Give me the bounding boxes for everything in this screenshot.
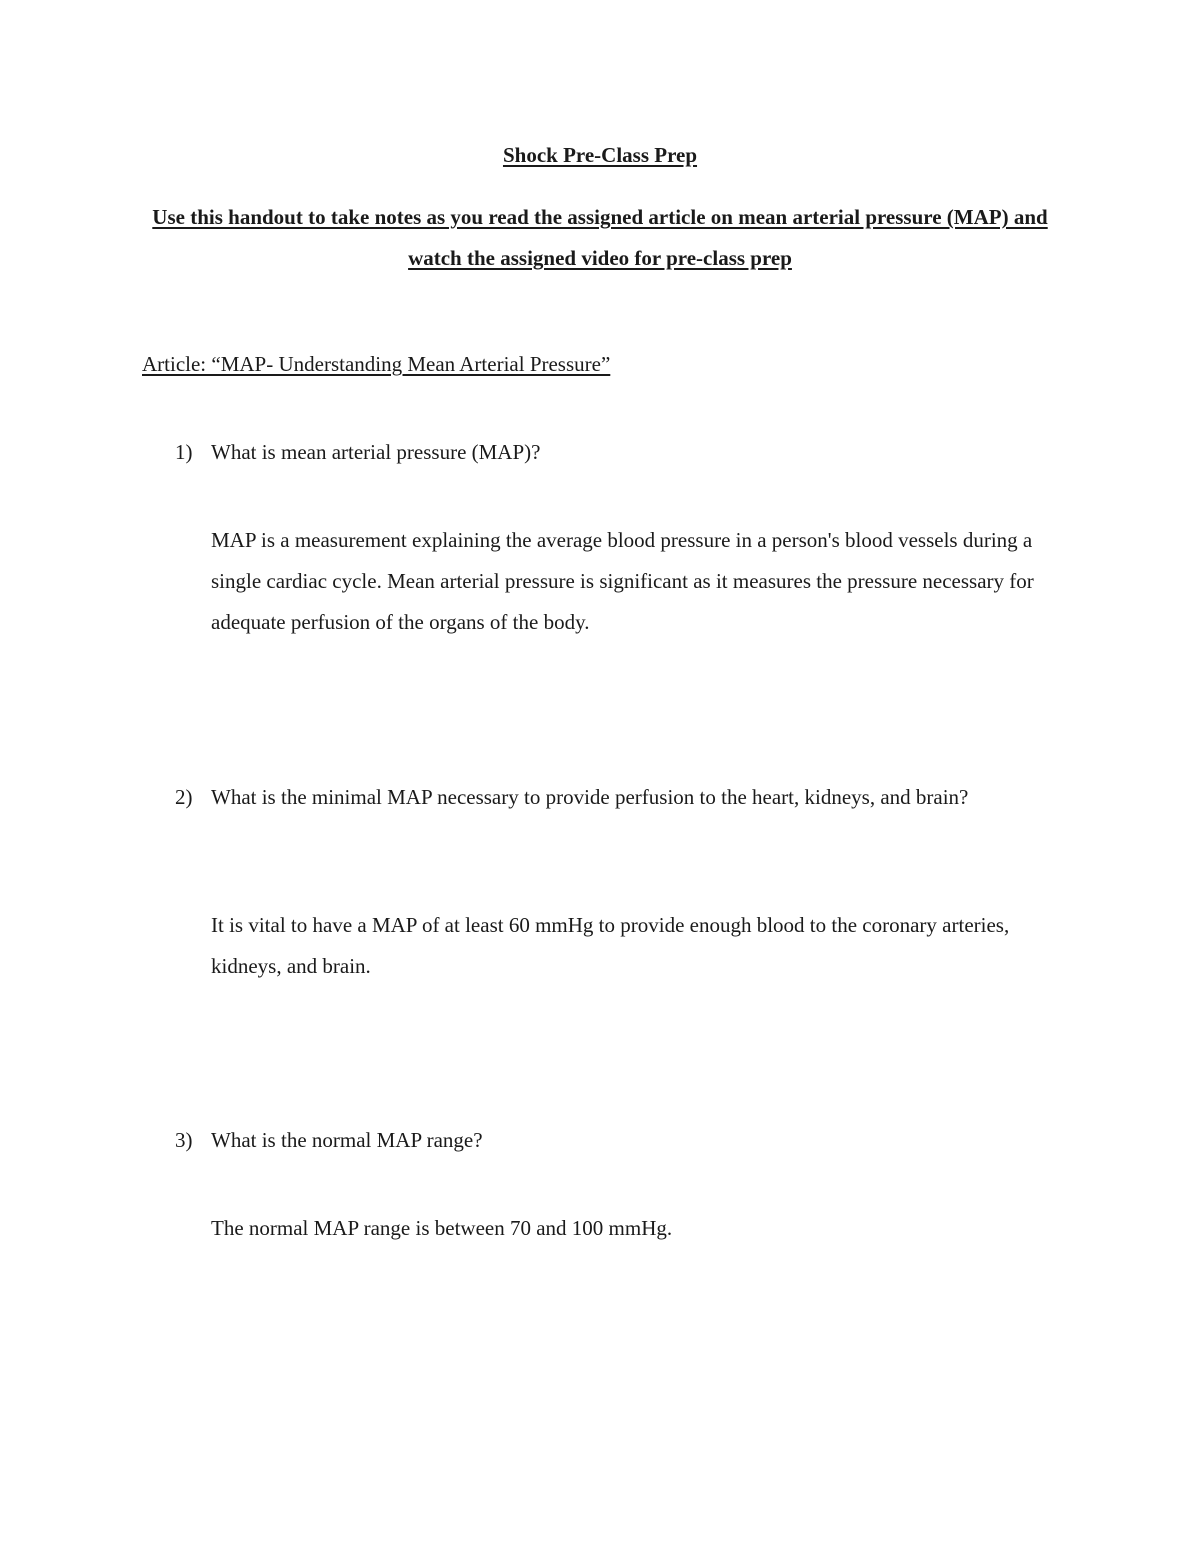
question-3-text: What is the normal MAP range? — [211, 1128, 483, 1152]
question-2-number: 2) — [175, 785, 193, 809]
answer-2-text: It is vital to have a MAP of at least 60 mmHg to provide enough blood to the coronary arteries, kidneys, and brain. — [211, 913, 1010, 978]
article-label: Article: “MAP- Understanding Mean Arterial Pressure” — [142, 352, 611, 376]
document-subtitle: Use this handout to take notes as you read the assigned article on mean arterial pressure (MAP) and watch the assigned video for pre-class prep — [152, 205, 1048, 270]
question-2-text: What is the minimal MAP necessary to provide perfusion to the heart, kidneys, and brain? — [211, 785, 969, 809]
question-3-number: 3) — [175, 1128, 193, 1152]
question-1-text: What is mean arterial pressure (MAP)? — [211, 440, 541, 464]
answer-1-text: MAP is a measurement explaining the average blood pressure in a person's blood vessels during a single cardiac cycle. Mean arterial pressure is significant as it measures the pressure necessary for adequate perfusion of the organs of the body. — [211, 528, 1034, 634]
document-title: Shock Pre-Class Prep — [502, 143, 698, 167]
answer-3-text: The normal MAP range is between 70 and 100 mmHg. — [211, 1216, 673, 1240]
question-1-number: 1) — [175, 440, 193, 464]
